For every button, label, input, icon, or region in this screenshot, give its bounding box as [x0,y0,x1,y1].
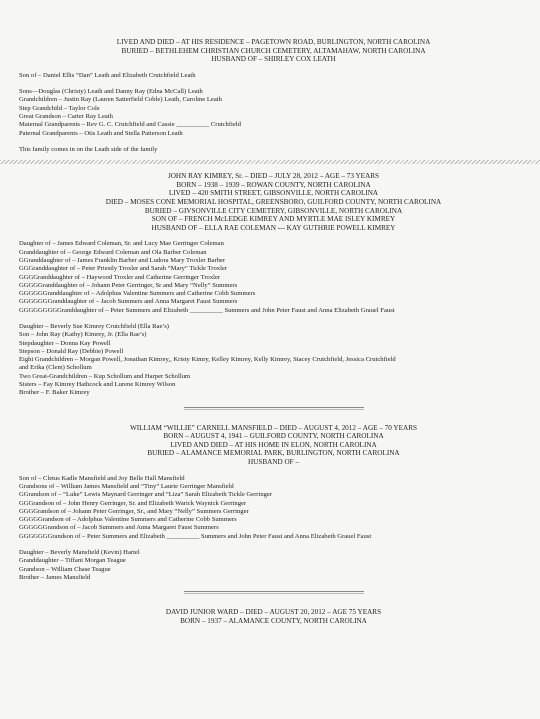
family-line: Daughter – Beverly Sue Kimrey Crutchfield (Ella Rae’s) [19,322,169,330]
relative-line: Maternal Grandparents – Rev G. C. Crutchfield and Cassie __________ Crutchfield [19,121,241,129]
header-line: LIVED AND DIED – AT HIS HOME IN ELON, NORTH CAROLINA [170,440,377,449]
obituary-leath [19,38,528,154]
header-line: DIED – MOSES CONE MEMORIAL HOSPITAL, GREENSBORO, GUILFORD COUNTY, NORTH CAROLINA [105,197,442,206]
family-list [19,549,528,582]
family-line: Stepson – Donald Ray (Debbie) Powell [19,347,124,355]
header-line: BORN – AUGUST 4, 1941 – GUILFORD COUNTY, NORTH CAROLINA [163,432,384,441]
ancestry-line: GGGGrandson of – Johann Peter Gerringer, Sr., and Mary “Nelly” Summers Gerringer [19,507,249,515]
ancestry-line: Son of – Cletus Kadle Mansfield and Joy Belle Hall Mansfield [19,474,185,482]
ancestry-line: GGGrandson of – John Henry Gerringer, Sr. and Elizabeth Warick Waynick Gerringer [19,499,247,507]
ancestry-list [19,240,528,315]
header-line: HUSBAND OF – SHIRLEY COX LEATH [211,55,336,64]
header-line: BURIED – ALAMANCE MEMORIAL PARK, BURLINGTON, NORTH CAROLINA [147,449,400,458]
family-line: and Erika (Clem) Schollum [19,364,92,372]
family-line: Stepdaughter – Donna Kay Powell [19,339,111,347]
relative-line: Great Grandson – Carter Ray Leath [19,112,113,120]
family-line: Brother – James Mansfield [19,573,91,581]
obituary-header [19,608,528,625]
ancestry-line: GGGGGGranddaughter of – Adolphus Valentine Summers and Catherine Cobb Summers [19,290,256,298]
header-line: HUSBAND OF – [247,458,300,467]
family-line: Daughter – Beverly Mansfield (Kevin) Hartel [19,549,140,556]
header-line: SON OF – FRENCH McLEDGE KIMREY AND MYRTLE MAE ISLEY KIMREY [151,215,396,224]
family-line: Son – John Ray (Kathy) Kimrey, Jr. (Ella Rae’s) [19,331,147,339]
header-line: LIVED – 420 SMITH STREET, GIBSONVILLE, NORTH CAROLINA [168,189,379,198]
relative-line: Step Grandchild – Taylor Cole [19,104,100,112]
parents-line: Son of – Daniel Ellis “Dan” Leath and Elizabeth Crutchfield Leath [19,71,196,79]
family-line: Granddaughter – Tiffani Morgan Teague [19,557,126,565]
ancestry-line: GGGGGranddaughter of – Johann Peter Gerringer, Sr and Mary “Nelly” Summers [19,281,238,289]
ancestry-line: GGGranddaughter of – Peter Priestly Troxler and Sarah “Mary” Tickle Troxler [19,265,228,273]
family-list [19,323,528,398]
header-line: BORN – 1938 – 1939 – ROWAN COUNTY, NORTH CAROLINA [176,180,371,189]
ancestry-line: GGGGGGGranddaughter of – Jacob Summers and Anna Margaret Faust Summers [19,298,238,306]
section-divider [0,160,540,164]
obituary-kimrey [19,172,528,398]
header-line: LIVED AND DIED – AT HIS RESIDENCE – PAGETOWN ROAD, BURLINGTON, NORTH CAROLINA [116,38,431,46]
ancestry-line: GGrandson of – “Luke” Lewis Maynard Gerringer and “Liza” Sarah Elizabeth Tickle Gerringer [19,491,273,499]
ancestry-list [19,475,528,541]
header-line: DAVID JUNIOR WARD – DIED – AUGUST 20, 2012 – AGE 75 YEARS [165,608,382,617]
obituary-mansfield [19,424,528,583]
ancestry-line: GGGGGGGrandson of – Peter Summers and Elizabeth __________ Summers and John Peter Faust and Anna Elizabeth Grauel Faust [19,532,372,540]
header-line: BURIED – BETHLEHEM CHRISTIAN CHURCH CEMETERY, ALTAMAHAW, NORTH CAROLINA [121,46,426,55]
obituary-header [19,172,528,232]
header-line: JOHN RAY KIMREY, Sr. – DIED – JULY 28, 2012 – AGE – 73 YEARS [167,172,380,181]
relative-line: Sons—Douglas (Christy) Leath and Danny Ray (Edna McCall) Leath [19,88,203,96]
section-rule [184,407,364,410]
family-line: Sisters – Fay Kimrey Hathcock and Lurene Kimrey Wilson [19,381,176,389]
ancestry-line: Granddaughter of – George Edward Coleman and Ola Barber Coleman [19,248,207,256]
section-rule [184,591,364,594]
header-line: BORN – 1937 – ALAMANCE COUNTY, NORTH CAROLINA [180,616,367,625]
header-line: BURIED – GIVSONVILLE CITY CEMETERY, GIBSONVILLE, NORTH CAROLINA [144,206,403,215]
ancestry-line: GGGGGrandson of – Adolphus Valentine Summers and Catherine Cobb Summers [19,516,237,524]
family-line: Grandson – William Chase Teague [19,565,111,573]
ancestry-line: Grandsons of – William James Mansfield and “Tiny” Laurie Gerringer Mansfield [19,482,234,490]
family-line: Brother – F. Baker Kimrey [19,389,90,397]
header-line: HUSBAND OF – ELLA RAE COLEMAN --- KAY GUTHRIE POWELL KIMREY [151,223,396,232]
family-line: Two Great-Grandchildren – Kup Schollum and Harper Schollum [19,372,191,380]
relatives-list [19,88,528,138]
ancestry-line: GGGGGGGGGranddaughter of – Peter Summers and Elizabeth __________ Summers and John Peter Faust and Anna Elizabeth Grauel Faust [19,306,395,314]
ancestry-line: GGGGGGrandson of – Jacob Summers and Anna Margaret Faust Summers [19,524,219,532]
obituary-header [19,38,528,64]
relative-line: Paternal Grandparents – Otis Leath and Stella Patterson Leath [19,129,183,137]
header-line: WILLIAM “WILLIE” CARNELL MANSFIELD – DIED – AUGUST 4, 2012 – AGE – 70 YEARS [129,423,417,432]
family-line: Eight Grandchildren – Morgan Powell, Jonathan Kimrey,, Kristy Kimry, Kelley Kimrey, Kelly Kimrey, Stacey Crutchfield, Jessica Crutchfield [19,356,396,364]
obituary-ward [19,608,528,625]
ancestry-line: GGranddaughter of – James Franklin Barber and Ludora Mary Troxler Barber [19,256,226,264]
ancestry-line: GGGGranddaughter of – Haywood Troxler and Catherine Gerringer Troxler [19,273,221,281]
relative-line: Grandchildren – Justin Ray (Lauren Satterfield Coble) Leath, Caroline Leath [19,96,222,104]
ancestry-line: Daughter of – James Edward Coleman, Sr. and Lucy Mae Gerringer Coleman [19,240,224,248]
family-note: This family comes in on the Leath side of the family [19,145,158,153]
obituary-header [19,424,528,467]
